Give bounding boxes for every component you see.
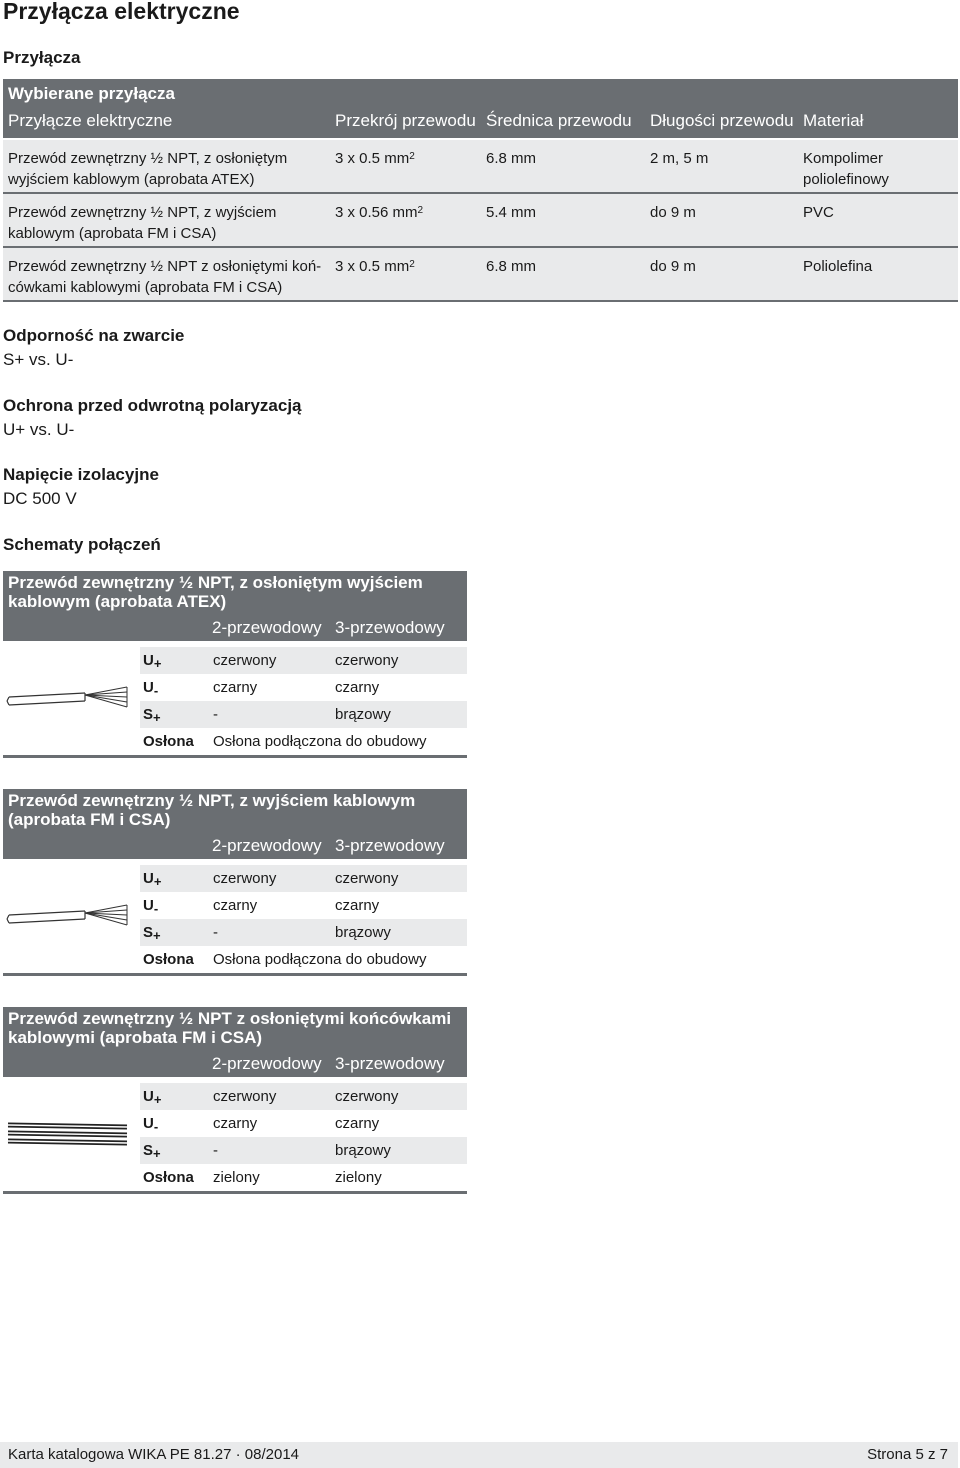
wire-color-2: czerwony <box>213 652 277 669</box>
wiring-block-3 <box>3 1007 467 1197</box>
wiring-row <box>140 674 467 701</box>
cable-drawing <box>3 1115 133 1160</box>
wire-color-2: zielony <box>213 1169 260 1186</box>
terminal-label: Osłona <box>143 1169 194 1186</box>
wire-color-3: czerwony <box>335 1088 399 1105</box>
cell-diameter: 6.8 mm <box>486 258 537 275</box>
short-circuit-value: S+ vs. U- <box>3 350 74 369</box>
col-3-wire: 3-przewodowy <box>335 1054 445 1073</box>
wire-color-2: czerwony <box>213 1088 277 1105</box>
wire-color-2: - <box>213 924 218 941</box>
connections-heading: Przyłącza <box>3 48 81 67</box>
wiring-row <box>140 701 467 728</box>
reverse-polarity-heading: Ochrona przed odwrotną polaryzacją <box>3 396 302 415</box>
terminal-label: Osłona <box>143 733 194 750</box>
table-row <box>3 194 958 248</box>
cable-drawing <box>3 681 133 726</box>
col-2-wire: 2-przewodowy <box>212 836 322 855</box>
cell-diameter: 5.4 mm <box>486 204 537 221</box>
wire-color-span: Osłona podłączona do obudowy <box>213 951 427 968</box>
wiring-row <box>140 728 467 755</box>
cable-icon <box>3 899 133 939</box>
wire-color-3: czarny <box>335 897 380 914</box>
wiring-block-header <box>3 1007 467 1077</box>
wiring-block-header <box>3 571 467 641</box>
col-3-wire: 3-przewodowy <box>335 836 445 855</box>
cell-connection: Przewód zewnętrzny ½ NPT z osłoniętymi koń- cówkami kablowymi (aprobata FM i CSA) <box>8 258 322 296</box>
cell-cross-section: 3 x 0.5 $mm^2$ <box>335 258 415 275</box>
wire-color-2: - <box>213 706 218 723</box>
wiring-row <box>140 1110 467 1137</box>
cable-icon <box>3 681 133 721</box>
connections-table-header <box>3 79 958 138</box>
wiring-row <box>140 892 467 919</box>
wiring-row <box>140 647 467 674</box>
terminal-label: U- <box>143 679 159 698</box>
wire-color-3: czerwony <box>335 870 399 887</box>
cell-length: do 9 m <box>650 258 696 275</box>
table-row <box>3 140 958 194</box>
wiring-row <box>140 1137 467 1164</box>
col-connection: Przyłącze elektryczne <box>8 111 173 130</box>
cell-material: Poliolefina <box>803 258 873 275</box>
wire-color-span: Osłona podłączona do obudowy <box>213 733 427 750</box>
col-3-wire: 3-przewodowy <box>335 618 445 637</box>
short-circuit-heading: Odporność na zwarcie <box>3 326 185 345</box>
wiring-row <box>140 946 467 973</box>
insulation-value: DC 500 V <box>3 489 77 508</box>
terminal-label: U- <box>143 1115 159 1134</box>
cell-material: Kompolimer poliolefinowy <box>803 150 889 188</box>
wire-color-2: czarny <box>213 679 258 696</box>
cell-diameter: 6.8 mm <box>486 150 537 167</box>
connections-table-title: Wybierane przyłącza <box>8 84 175 103</box>
table-row <box>3 248 958 302</box>
cell-material: PVC <box>803 204 834 221</box>
wiring-block-1 <box>3 571 467 761</box>
wire-color-2: czarny <box>213 897 258 914</box>
col-material: Materiał <box>803 111 864 130</box>
col-2-wire: 2-przewodowy <box>212 618 322 637</box>
connections-table <box>3 79 958 296</box>
cell-cross-section: 3 x 0.5 $mm^2$ <box>335 150 415 167</box>
wiring-row <box>140 1164 467 1191</box>
wire-color-3: czarny <box>335 1115 380 1132</box>
cell-length: 2 m, 5 m <box>650 150 709 167</box>
wiring-block-bottom-rule <box>3 973 467 976</box>
terminal-label: U+ <box>143 1088 162 1107</box>
wiring-block-title: Przewód zewnętrzny ½ NPT z osłoniętymi końcówkami kablowymi (aprobata FM i CSA) <box>8 1009 452 1047</box>
cell-connection: Przewód zewnętrzny ½ NPT, z wyjściem kablowym (aprobata FM i CSA) <box>8 204 277 242</box>
wiring-block-title: Przewód zewnętrzny ½ NPT, z wyjściem kablowym (aprobata FM i CSA) <box>8 791 416 829</box>
insulation-heading: Napięcie izolacyjne <box>3 465 159 484</box>
reverse-polarity-value: U+ vs. U- <box>3 420 75 439</box>
wiring-block-bottom-rule <box>3 755 467 758</box>
page-title: Przyłącza elektryczne <box>3 0 240 24</box>
col-cross-section: Przekrój przewodu <box>335 111 476 130</box>
cell-cross-section: 3 x 0.56 $mm^2$ <box>335 204 424 221</box>
footer-doc-id: Karta katalogowa WIKA PE 81.27 · 08/2014 <box>8 1446 300 1463</box>
terminal-label: S+ <box>143 1142 161 1161</box>
wire-color-3: czerwony <box>335 652 399 669</box>
wire-color-3: czarny <box>335 679 380 696</box>
wiring-row <box>140 865 467 892</box>
wire-color-2: czarny <box>213 1115 258 1132</box>
terminal-label: S+ <box>143 924 161 943</box>
flat-cable-icon <box>3 1115 133 1155</box>
wire-color-3: brązowy <box>335 706 391 723</box>
wiring-block-header <box>3 789 467 859</box>
cell-length: do 9 m <box>650 204 696 221</box>
terminal-label: U+ <box>143 870 162 889</box>
terminal-label: S+ <box>143 706 161 725</box>
cell-connection: Przewód zewnętrzny ½ NPT, z osłoniętym wyjściem kablowym (aprobata ATEX) <box>8 150 288 188</box>
footer-page-number: Strona 5 z 7 <box>867 1446 948 1463</box>
wire-color-3: brązowy <box>335 924 391 941</box>
wiring-block-bottom-rule <box>3 1191 467 1194</box>
wire-color-2: - <box>213 1142 218 1159</box>
col-2-wire: 2-przewodowy <box>212 1054 322 1073</box>
wire-color-3: brązowy <box>335 1142 391 1159</box>
wiring-block-2 <box>3 789 467 979</box>
terminal-label: Osłona <box>143 951 194 968</box>
wiring-block-title: Przewód zewnętrzny ½ NPT, z osłoniętym wyjściem kablowym (aprobata ATEX) <box>8 573 423 611</box>
wiring-row <box>140 1083 467 1110</box>
terminal-label: U+ <box>143 652 162 671</box>
wire-color-3: zielony <box>335 1169 382 1186</box>
wire-color-2: czerwony <box>213 870 277 887</box>
col-diameter: Średnica przewodu <box>486 111 632 130</box>
cable-drawing <box>3 899 133 944</box>
wiring-heading: Schematy połączeń <box>3 535 161 554</box>
col-length: Długości przewodu <box>650 111 794 130</box>
footer <box>0 1442 958 1468</box>
wiring-row <box>140 919 467 946</box>
terminal-label: U- <box>143 897 159 916</box>
